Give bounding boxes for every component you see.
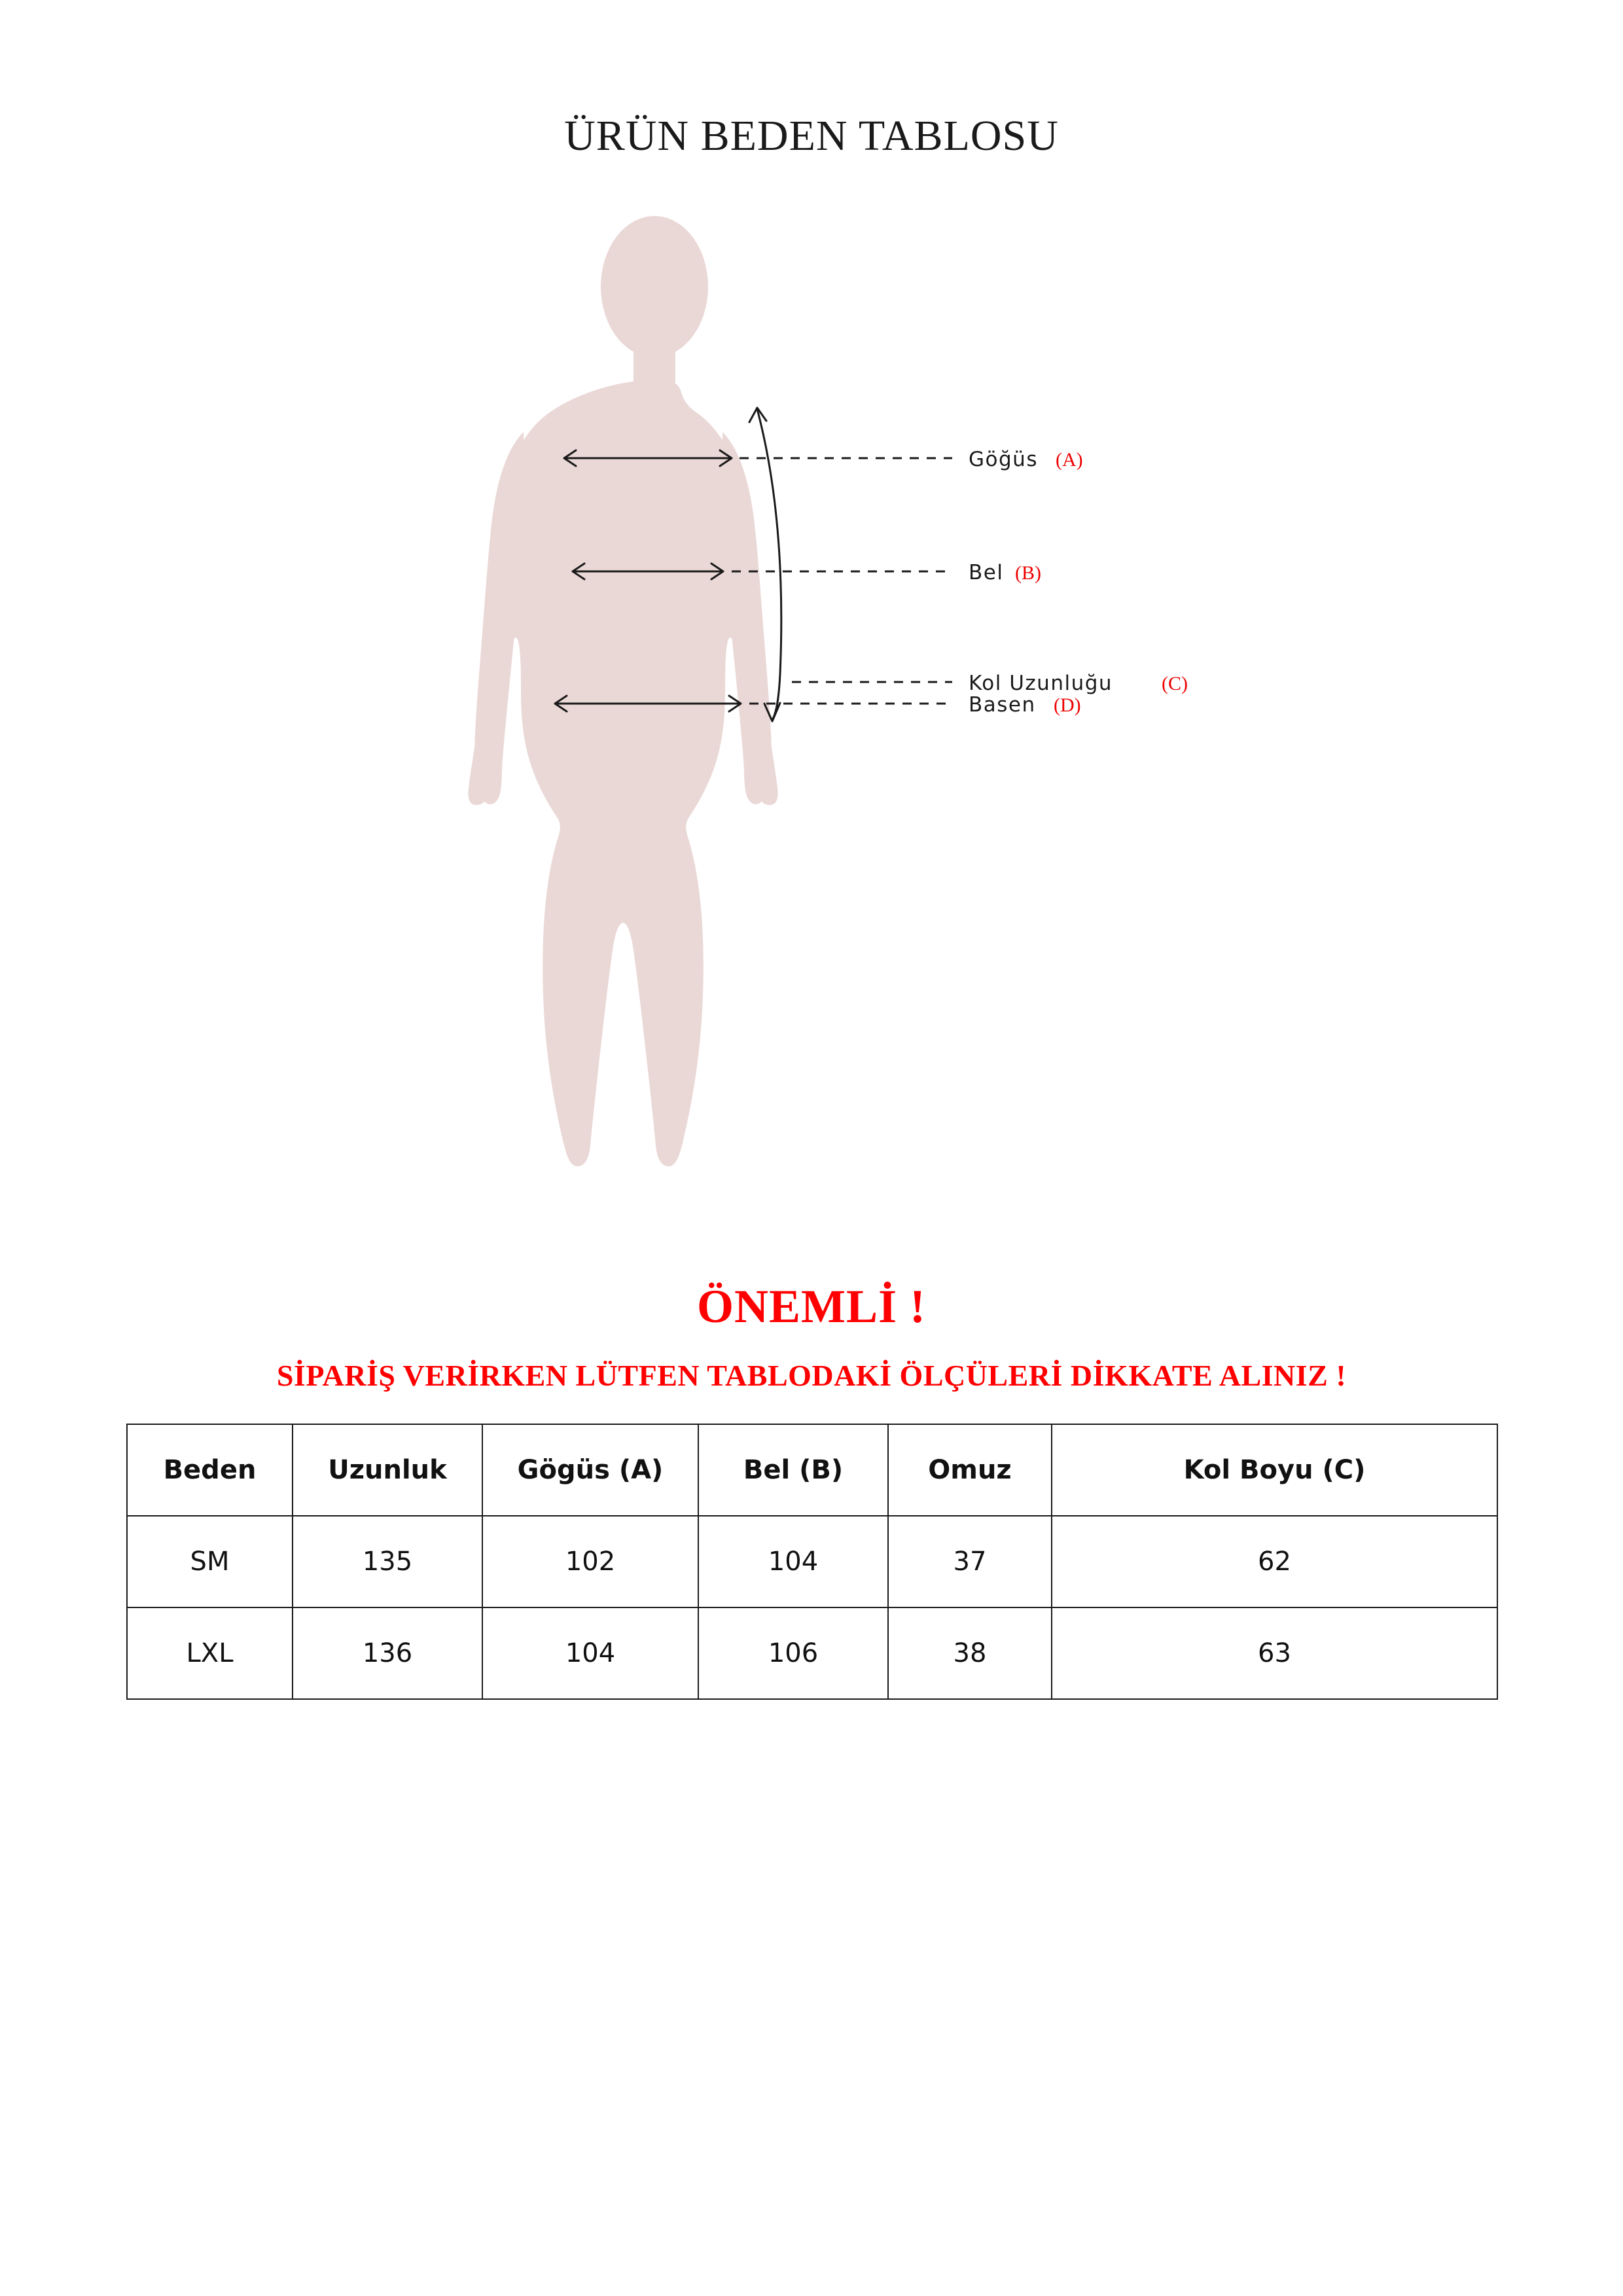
label-kol-uzunlugu: Kol Uzunluğu xyxy=(969,672,1113,695)
warning-subline: SİPARİŞ VERİRKEN LÜTFEN TABLODAKİ ÖLÇÜLERİ DİKKATE ALINIZ ! xyxy=(276,1359,1347,1392)
column-header-kol-boyu: Kol Boyu (C) xyxy=(1052,1424,1497,1516)
column-header-gogus: Gögüs (A) xyxy=(482,1424,698,1516)
table-row xyxy=(127,1607,1497,1699)
label-bel: Bel xyxy=(969,561,1004,584)
column-header-uzunluk: Uzunluk xyxy=(293,1424,482,1516)
size-table xyxy=(126,1424,1498,1700)
cell-beden: SM xyxy=(127,1516,293,1607)
cell-omuz: 37 xyxy=(888,1516,1052,1607)
cell-bel: 106 xyxy=(698,1607,888,1699)
warning-headline: ÖNEMLİ ! xyxy=(697,1280,926,1333)
label-bel-letter: (B) xyxy=(1015,562,1041,584)
label-gogus-letter: (A) xyxy=(1056,449,1083,471)
table-row xyxy=(127,1516,1497,1607)
cell-omuz: 38 xyxy=(888,1607,1052,1699)
body-silhouette-shape xyxy=(469,216,778,1166)
cell-bel: 104 xyxy=(698,1516,888,1607)
page-title: ÜRÜN BEDEN TABLOSU xyxy=(564,112,1059,160)
label-basen: Basen xyxy=(969,693,1036,717)
column-header-bel: Bel (B) xyxy=(698,1424,888,1516)
cell-kol-boyu: 63 xyxy=(1052,1607,1497,1699)
column-header-omuz: Omuz xyxy=(888,1424,1052,1516)
cell-gogus: 102 xyxy=(482,1516,698,1607)
measurement-figure xyxy=(0,216,1623,1237)
column-header-beden: Beden xyxy=(127,1424,293,1516)
table-header-row xyxy=(127,1424,1497,1516)
label-basen-letter: (D) xyxy=(1054,694,1081,716)
label-kol-uzunlugu-letter: (C) xyxy=(1162,673,1188,694)
cell-kol-boyu: 62 xyxy=(1052,1516,1497,1607)
cell-uzunluk: 135 xyxy=(293,1516,482,1607)
cell-uzunluk: 136 xyxy=(293,1607,482,1699)
cell-beden: LXL xyxy=(127,1607,293,1699)
label-gogus: Göğüs xyxy=(969,448,1038,471)
cell-gogus: 104 xyxy=(482,1607,698,1699)
